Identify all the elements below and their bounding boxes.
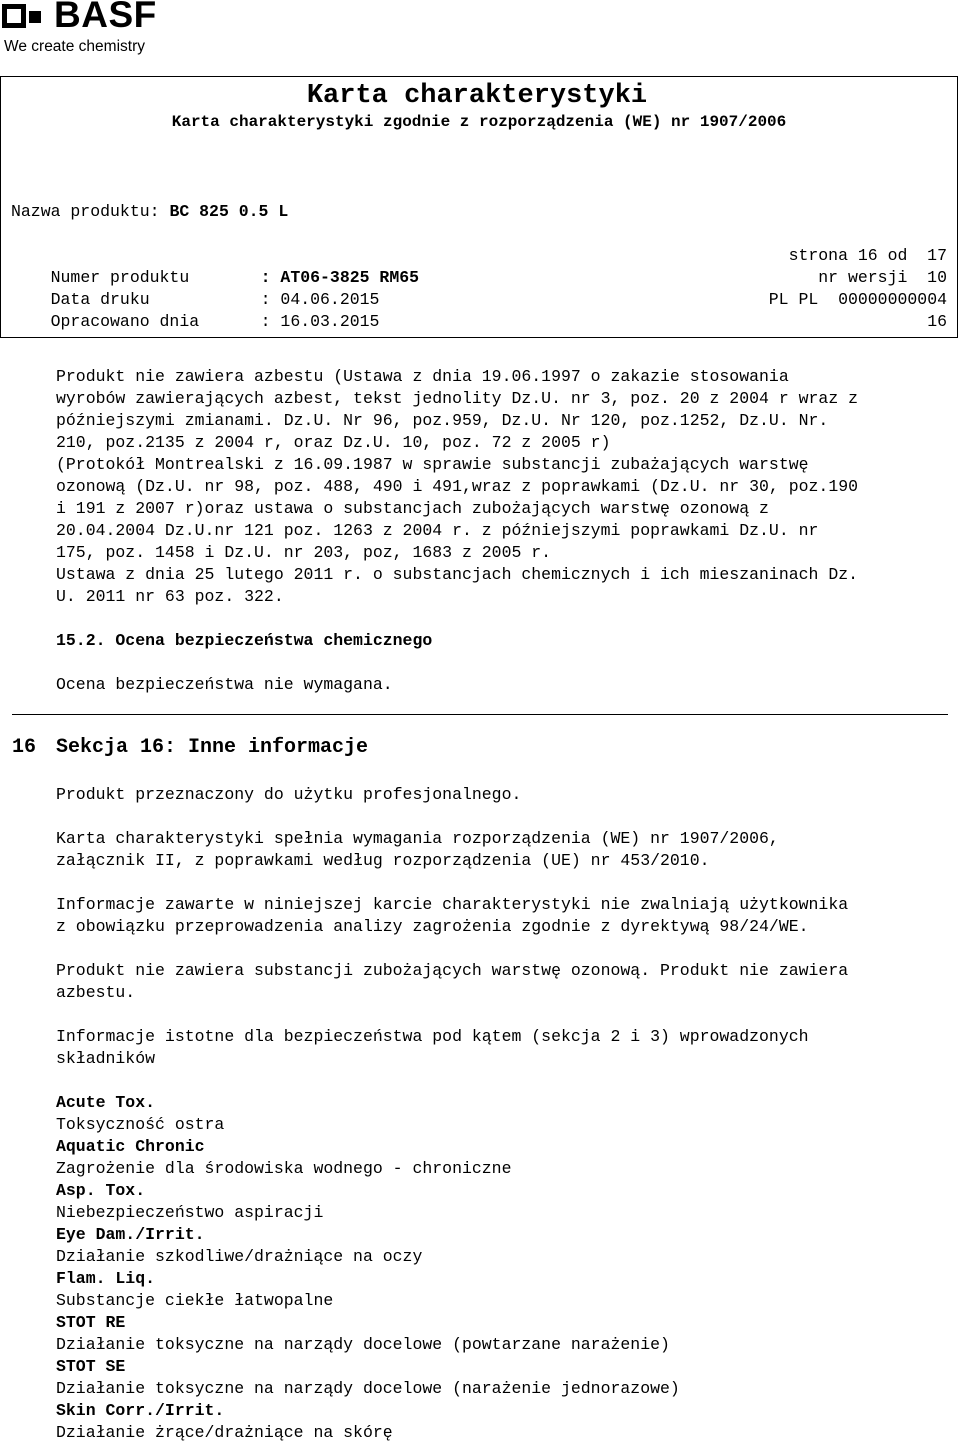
document-code-suffix: 16 <box>927 312 947 331</box>
paragraph-line: składników <box>56 1049 156 1068</box>
abbreviation-term: Skin Corr./Irrit. <box>56 1401 225 1420</box>
section-title: Sekcja 16: Inne informacje <box>56 736 369 759</box>
abbreviation-meaning: Zagrożenie dla środowiska wodnego - chroniczne <box>56 1159 512 1178</box>
version-number: nr wersji 10 <box>818 268 947 287</box>
basf-wordmark: BASF <box>54 0 157 35</box>
basf-square-icon <box>2 4 26 28</box>
paragraph-line: i 191 z 2007 r)oraz ustawa o substancjach zubożających warstwę ozonową z <box>56 499 769 518</box>
header-row-value: : AT06-3825 RM65 <box>260 268 420 287</box>
document-code: PL PL 00000000004 <box>768 290 947 309</box>
section-16-content <box>56 784 956 1444</box>
section-divider <box>12 714 948 715</box>
paragraph-line: Ustawa z dnia 25 lutego 2011 r. o substancjach chemicznych i ich mieszaninach Dz. <box>56 565 859 584</box>
abbreviation-term: Asp. Tox. <box>56 1181 146 1200</box>
header-row-label: Data druku <box>50 290 150 309</box>
paragraph-line: Karta charakterystyki spełnia wymagania rozporządzenia (WE) nr 1907/2006, <box>56 829 779 848</box>
paragraph-line: wyrobów zawierających azbest, tekst jednolity Dz.U. nr 3, poz. 20 z 2004 r wraz z <box>56 389 859 408</box>
header-row-label: Numer produktu <box>50 268 190 287</box>
paragraph-line: U. 2011 nr 63 poz. 322. <box>56 587 284 606</box>
paragraph-line: 175, poz. 1458 i Dz.U. nr 203, poz, 1683 z 2005 r. <box>56 543 552 562</box>
paragraph-line: (Protokół Montrealski z 16.09.1987 w sprawie substancji zubażających warstwę <box>56 455 809 474</box>
page-title: Karta charakterystyki <box>306 81 648 111</box>
abbreviation-meaning: Działanie szkodliwe/drażniące na oczy <box>56 1247 423 1266</box>
page-subtitle: Karta charakterystyki zgodnie z rozporządzenia (WE) nr 1907/2006 <box>171 113 787 131</box>
paragraph-line: Produkt nie zawiera azbestu (Ustawa z dnia 19.06.1997 o zakazie stosowania <box>56 367 789 386</box>
header-row-label: Opracowano dnia <box>50 312 200 331</box>
section-15-content <box>56 366 956 696</box>
basf-logo <box>0 0 170 60</box>
section-number: 16 <box>12 736 37 759</box>
header-row-value: : 16.03.2015 <box>260 312 380 331</box>
abbreviation-term: Flam. Liq. <box>56 1269 156 1288</box>
abbreviation-meaning: Działanie toksyczne na narządy docelowe (powtarzane narażenie) <box>56 1335 670 1354</box>
product-name-value: BC 825 0.5 L <box>169 202 289 221</box>
abbreviation-meaning: Działanie toksyczne na narządy docelowe (narażenie jednorazowe) <box>56 1379 680 1398</box>
document-header <box>0 76 958 338</box>
paragraph-line: Produkt nie zawiera substancji zubożających warstwę ozonową. Produkt nie zawiera <box>56 961 849 980</box>
product-name-label: Nazwa produktu: <box>11 202 160 221</box>
section-16-heading <box>12 736 368 759</box>
header-row-value: : 04.06.2015 <box>260 290 380 309</box>
subsection-title: 15.2. Ocena bezpieczeństwa chemicznego <box>56 631 433 650</box>
asbestos-regulation-paragraph <box>56 366 956 608</box>
basf-small-square-icon <box>29 11 41 23</box>
abbreviation-meaning: Działanie żrące/drażniące na skórę <box>56 1423 393 1442</box>
paragraph-line: Informacje zawarte w niniejszej karcie charakterystyki nie zwalniają użytkownika <box>56 895 849 914</box>
abbreviation-term: STOT SE <box>56 1357 126 1376</box>
page-indicator: strona 16 od 17 <box>788 246 947 265</box>
paragraph-line: 20.04.2004 Dz.U.nr 121 poz. 1263 z 2004 r. z późniejszymi poprawkami Dz.U. nr <box>56 521 819 540</box>
paragraph-line: Produkt przeznaczony do użytku profesjonalnego. <box>56 785 522 804</box>
paragraph-line: późniejszymi zmianami. Dz.U. Nr 96, poz.959, Dz.U. Nr 120, poz.1252, Dz.U. Nr. <box>56 411 829 430</box>
paragraph-line: Informacje istotne dla bezpieczeństwa pod kątem (sekcja 2 i 3) wprowadzonych <box>56 1027 809 1046</box>
paragraph-line: 210, poz.2135 z 2004 r, oraz Dz.U. 10, poz. 72 z 2005 r) <box>56 433 611 452</box>
abbreviation-term: Eye Dam./Irrit. <box>56 1225 205 1244</box>
abbreviation-meaning: Toksyczność ostra <box>56 1115 225 1134</box>
paragraph-line: ozonową (Dz.U. nr 98, poz. 488, 490 i 491,wraz z poprawkami (Dz.U. nr 30, poz.190 <box>56 477 859 496</box>
abbreviation-term: STOT RE <box>56 1313 126 1332</box>
product-name-row <box>11 201 947 223</box>
paragraph-line: załącznik II, z poprawkami według rozporządzenia (UE) nr 453/2010. <box>56 851 710 870</box>
subsection-text: Ocena bezpieczeństwa nie wymagana. <box>56 675 393 694</box>
abbreviation-term: Aquatic Chronic <box>56 1137 205 1156</box>
basf-tagline: We create chemistry <box>4 38 145 55</box>
paragraph-line: azbestu. <box>56 983 136 1002</box>
abbreviation-list <box>56 1092 956 1444</box>
abbreviation-meaning: Niebezpieczeństwo aspiracji <box>56 1203 324 1222</box>
paragraph-line: z obowiązku przeprowadzenia analizy zagrożenia zgodnie z dyrektywą 98/24/WE. <box>56 917 809 936</box>
abbreviation-meaning: Substancje ciekłe łatwopalne <box>56 1291 334 1310</box>
abbreviation-term: Acute Tox. <box>56 1093 156 1112</box>
